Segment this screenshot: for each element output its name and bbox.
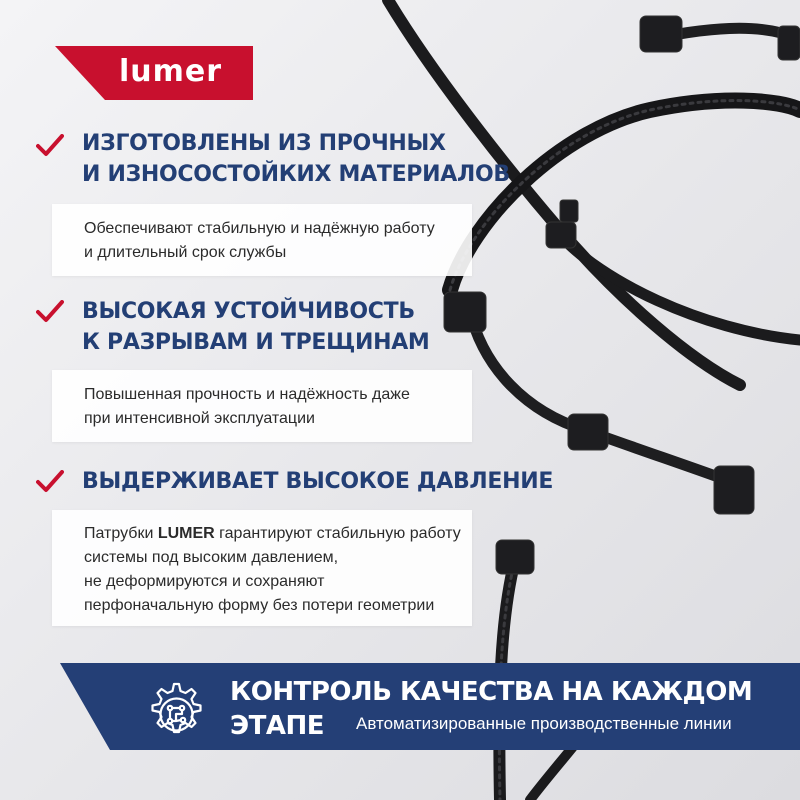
feature-2-desc-line-2: при интенсивной эксплуатации xyxy=(84,410,315,427)
feature-3-desc-line-3: не деформируются и сохраняют xyxy=(84,573,325,590)
feature-3-card xyxy=(52,510,472,626)
gear-circuit-icon xyxy=(140,680,208,748)
brand-name: LUMER xyxy=(157,525,215,542)
footer-title: КОНТРОЛЬ КАЧЕСТВА НА КАЖДОМ ЭТАПЕ xyxy=(230,677,753,741)
check-icon xyxy=(36,470,64,494)
feature-2-title xyxy=(82,296,430,358)
footer-subtitle: Автоматизированные производственные линии xyxy=(356,714,732,733)
feature-3-title-line-1: ВЫДЕРЖИВАЕТ ВЫСОКОЕ ДАВЛЕНИЕ xyxy=(82,469,554,494)
feature-3-desc-line-1 xyxy=(84,522,472,546)
feature-2-card xyxy=(52,370,472,442)
feature-2-title-line-1: ВЫСОКАЯ УСТОЙЧИВОСТЬ xyxy=(82,299,415,324)
logo-text: lumer xyxy=(119,54,223,89)
feature-1-card xyxy=(52,204,472,276)
feature-3-title xyxy=(82,466,553,497)
feature-1-title-line-2: И ИЗНОСОСТОЙКИХ МАТЕРИАЛОВ xyxy=(82,162,510,187)
check-icon xyxy=(36,134,64,158)
feature-3-desc-first-rest: гарантируют стабильную работу xyxy=(214,525,461,542)
brand-logo xyxy=(55,46,253,100)
feature-2-desc-line-1: Повышенная прочность и надёжность даже xyxy=(84,386,410,403)
feature-1-desc-line-2: и длительный срок службы xyxy=(84,244,287,261)
feature-3-desc-prefix: Патрубки xyxy=(84,525,158,542)
feature-1-title xyxy=(82,128,510,190)
feature-2-title-line-2: К РАЗРЫВАМ И ТРЕЩИНАМ xyxy=(82,330,430,355)
feature-3-desc-line-4: перфоначальную форму без потери геометрии xyxy=(84,597,435,614)
check-icon xyxy=(36,300,64,324)
feature-3-desc-line-2: системы под высоким давлением, xyxy=(84,549,339,566)
feature-1-desc-line-1: Обеспечивают стабильную и надёжную работу xyxy=(84,220,435,237)
feature-1-title-line-1: ИЗГОТОВЛЕНЫ ИЗ ПРОЧНЫХ xyxy=(82,131,446,156)
